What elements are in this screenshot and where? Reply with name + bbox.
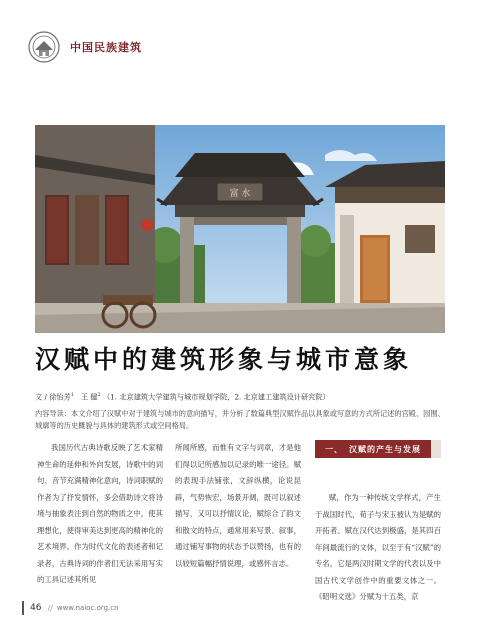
footer-divider [22, 601, 24, 615]
body-paragraph: 所闻所感，而惟有文字与词章，才是他们得以记所感加以记录的唯一途径。赋的表现手法铺张，文辞纵横，论说昆辟，气势恢宏，场景开阔，既可以叙述描写，又可以抒情议论，赋综合了韵文和散文的特点，通常用来写景、叙事，通过铺写事物的状态予以赞扬，也有的以较短篇幅抒情说理，或感怀言志。 [175, 443, 301, 568]
traditional-gate-photo [35, 125, 445, 333]
author-affiliations: （1. 北京建筑大学建筑与城市规划学院，2. 北京建工建筑设计研究院） [102, 392, 330, 402]
abstract-text: 本文介绍了汉赋中对于建筑与城市的意向描写，并分析了数篇典型汉赋作品以具象或写意的方式所记述的宫殿、园囿、城廓等的历史概貌与具体的建筑形式或空间格局。 [35, 409, 445, 430]
article-photo [35, 125, 445, 333]
section-number: 一、 [325, 443, 343, 454]
gate-plaque-text: 富 水 [229, 189, 251, 199]
author-prefix: 文 / [35, 392, 47, 402]
author-affiliation-marker: 2 [97, 392, 101, 398]
author-name: 徐怡芳 [49, 392, 71, 402]
abstract-label: 内容导读： [35, 409, 71, 418]
footer-slashes: // [47, 603, 53, 613]
body-column-1 [37, 440, 163, 589]
footer-url: www.naioc.org.cn [56, 604, 119, 612]
section-title: 汉赋的产生与发展 [349, 443, 421, 454]
journal-name: 中国民族建筑 [70, 41, 142, 54]
author-name: 王 健 [80, 392, 98, 402]
body-column-3 [315, 490, 441, 606]
body-paragraph: 赋，作为一种传统文学样式，产生于战国时代，荀子与宋玉被认为是赋的开拓者。赋在汉代达到极盛，是其四百年间最流行的文体，以至于有“汉赋”的专名，它是两汉时期文学的代表以及中国古代文学创作中的重要文体之一。《昭明文选》分赋为十五类，京 [315, 493, 441, 601]
page-footer [22, 601, 119, 615]
page-number: 46 [30, 603, 42, 613]
author-affiliation-marker: 1 [70, 392, 74, 398]
journal-emblem-icon [28, 31, 60, 63]
section-heading-badge [315, 440, 431, 458]
page-header [28, 30, 142, 64]
article-title: 汉赋中的建筑形象与城市意象 [35, 345, 413, 374]
body-paragraph: 我国历代古典诗歌反映了艺术家精神生命的延伸和外向发展，诗歌中的词句、音节充满精神化意向，诗词职赋的作者为了抒发情怀，多会借助诗文将诗境与抽象表注到自然的物质之中，使其理想化，使得审美达到更高的精神化的艺术境界。作为时代文化的表述者和记录者，古典诗词的作者们无法采用写实的工具记述其所见 [37, 443, 163, 584]
author-line [35, 392, 445, 402]
article-abstract [35, 408, 445, 432]
body-column-2 [175, 440, 301, 572]
section-heading [315, 440, 441, 458]
